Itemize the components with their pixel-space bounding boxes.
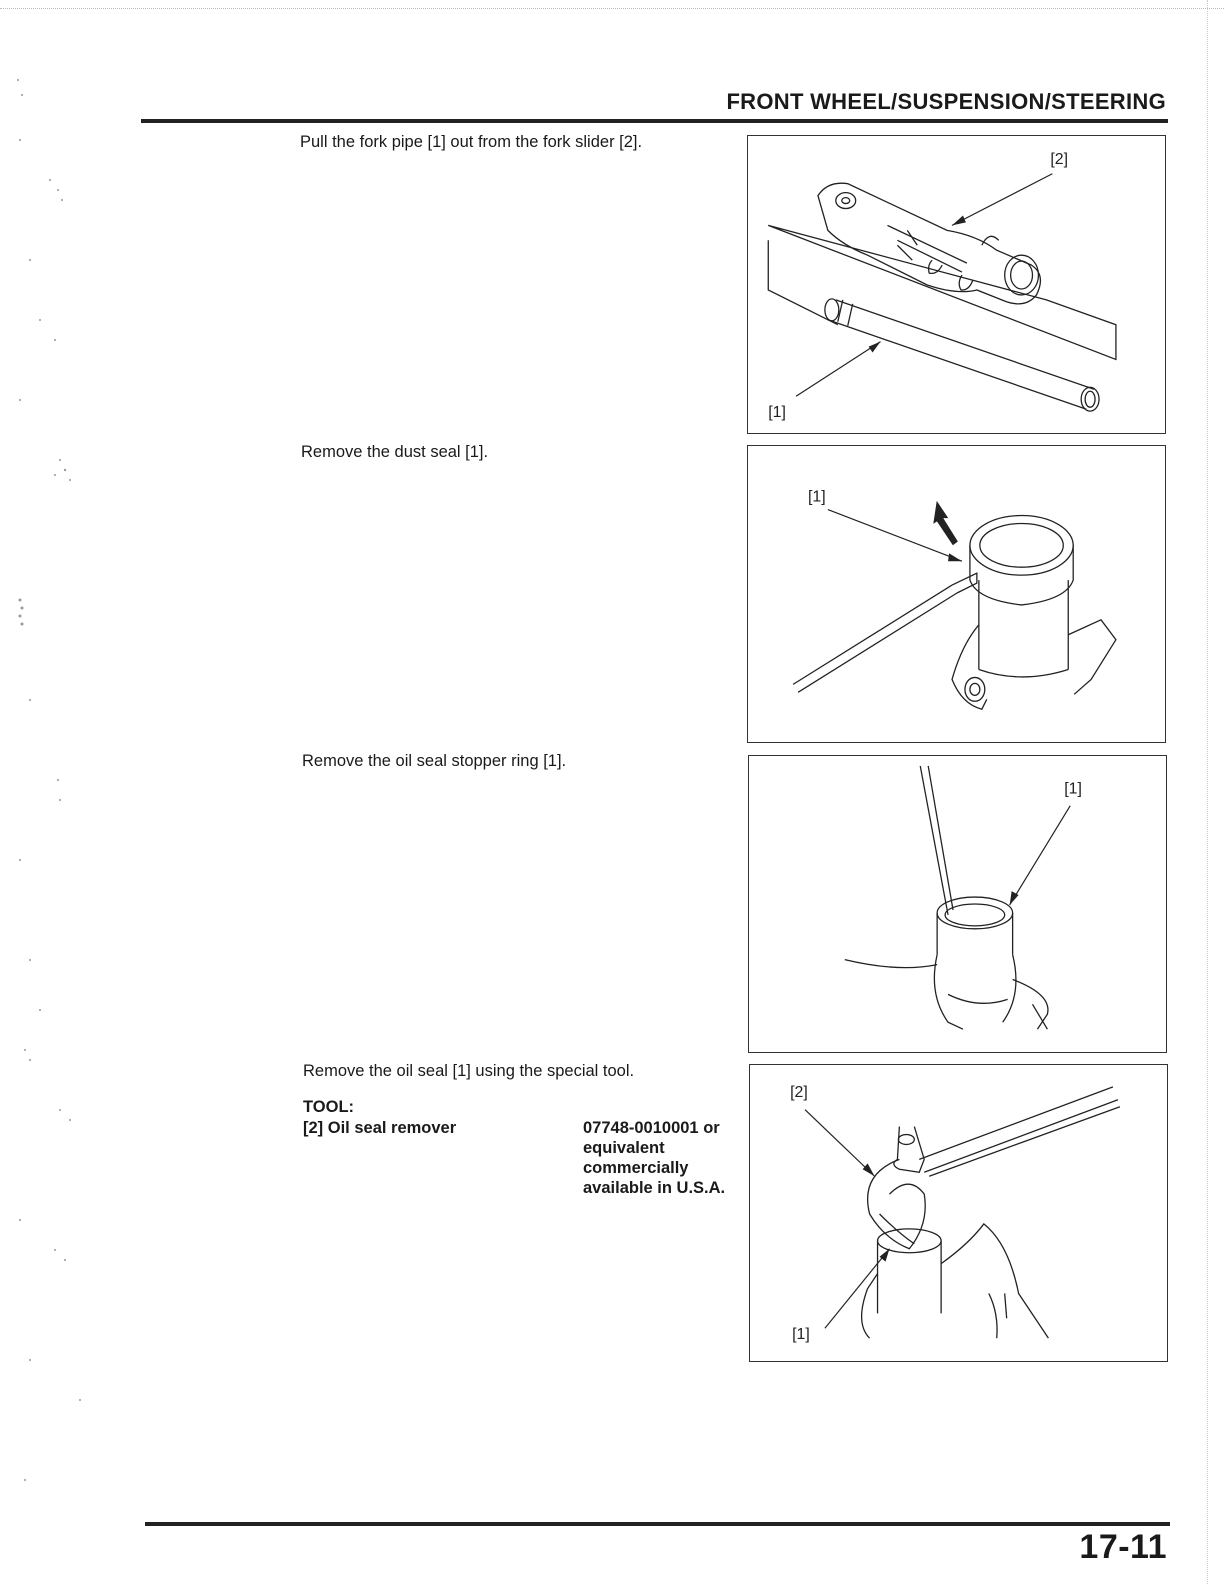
stopper-ring-illustration (749, 756, 1166, 1052)
tool-heading: TOOL: (303, 1098, 355, 1116)
figure-oil-seal-removal (749, 1064, 1168, 1362)
step-2-text: Remove the dust seal [1]. (301, 443, 489, 461)
fig2-callout-1: [1] (808, 488, 826, 506)
fig4-callout-2: [2] (790, 1083, 808, 1101)
tool-part-line-2: equivalent (583, 1139, 665, 1157)
step-3-text: Remove the oil seal stopper ring [1]. (302, 752, 567, 770)
tool-part-line-4: available in U.S.A. (583, 1179, 726, 1197)
step-4-text: Remove the oil seal [1] using the special tool. (303, 1062, 635, 1080)
header-rule (141, 119, 1168, 123)
tool-part-line-3: commercially (583, 1159, 689, 1177)
tool-part-line-1: 07748-0010001 or (583, 1119, 720, 1137)
page-number: 17-11 (1079, 1528, 1167, 1566)
scan-right-edge (1207, 0, 1210, 1584)
fig3-callout-1: [1] (1064, 780, 1082, 798)
section-title: FRONT WHEEL/SUSPENSION/STEERING (726, 89, 1166, 114)
step-1-text: Pull the fork pipe [1] out from the fork slider [2]. (300, 133, 643, 151)
fig1-callout-1: [1] (768, 404, 786, 422)
footer-rule (145, 1522, 1170, 1526)
tool-item: [2] Oil seal remover (303, 1119, 457, 1137)
fork-pipe-illustration (748, 136, 1165, 433)
fig4-callout-1: [1] (792, 1326, 810, 1344)
fig1-callout-2: [2] (1050, 150, 1069, 168)
figure-fork-pipe-removal (747, 135, 1166, 434)
scan-margin-specks (10, 60, 90, 1520)
figure-stopper-ring-removal (748, 755, 1167, 1053)
oil-seal-illustration (750, 1065, 1167, 1361)
scan-top-edge (0, 0, 1224, 9)
figure-dust-seal-removal (747, 445, 1166, 743)
dust-seal-illustration (748, 446, 1165, 742)
